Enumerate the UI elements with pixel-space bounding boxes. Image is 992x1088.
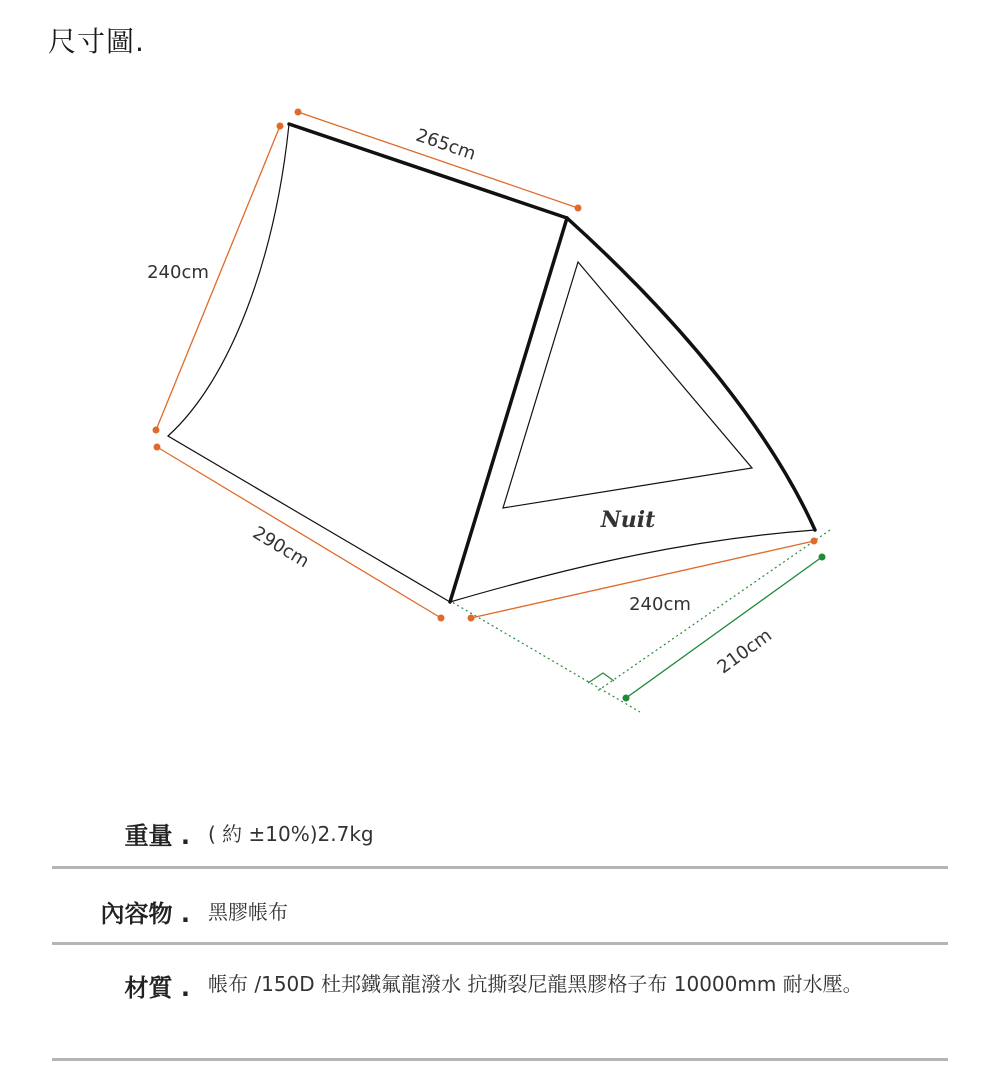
depth-endpoint	[623, 695, 630, 702]
dim-endpoint	[575, 205, 582, 212]
spec-value-material: 帳布 /150D 杜邦鐵氟龍潑水 抗撕裂尼龍黑膠格子布 10000mm 耐水壓。	[208, 972, 863, 996]
spec-label-weight: 重量 .	[124, 822, 190, 850]
label-roof-length: 265cm	[413, 124, 479, 165]
dim-endpoint	[153, 427, 160, 434]
spec-label-material: 材質 .	[124, 974, 190, 1002]
spec-value-weight: ( 約 ±10%)2.7kg	[208, 822, 374, 846]
dim-endpoint	[154, 444, 161, 451]
dim-endpoint	[468, 615, 475, 622]
page-title: 尺寸圖.	[48, 25, 145, 58]
label-front-depth: 210cm	[713, 624, 776, 679]
spec-value-contents: 黑膠帳布	[208, 900, 288, 924]
label-back-height: 240cm	[147, 262, 209, 283]
right-angle-marker	[588, 673, 614, 683]
dim-endpoint	[277, 123, 284, 130]
spec-label-contents: 內容物 .	[100, 900, 190, 928]
brand-logo: Nuit	[600, 507, 656, 533]
label-front-base: 240cm	[629, 594, 691, 615]
spec-row-contents	[52, 888, 948, 945]
dim-endpoint	[295, 109, 302, 116]
depth-endpoint	[819, 554, 826, 561]
dim-endpoint	[811, 538, 818, 545]
spec-row-material	[52, 962, 948, 1061]
label-side-length: 290cm	[248, 522, 313, 573]
dim-endpoint	[438, 615, 445, 622]
spec-row-weight	[52, 810, 948, 869]
